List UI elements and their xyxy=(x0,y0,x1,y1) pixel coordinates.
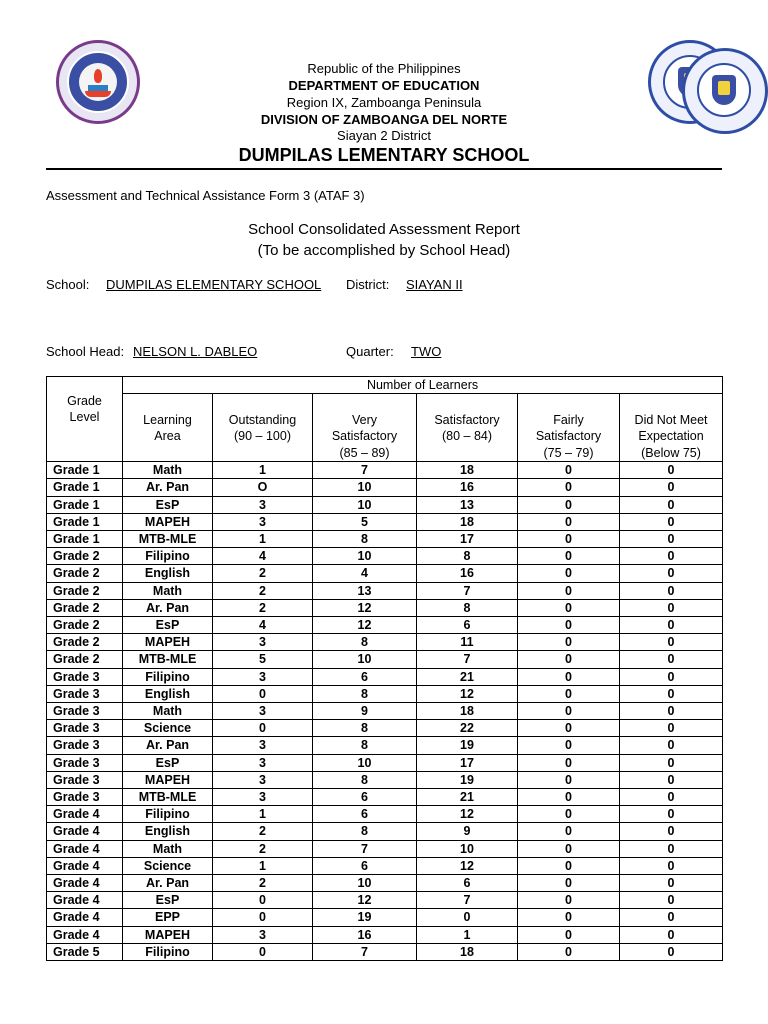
learning-area-cell: Filipino xyxy=(123,806,213,823)
grade-level-cell: Grade 3 xyxy=(47,771,123,788)
fairly-satisfactory-cell: 0 xyxy=(518,685,620,702)
satisfactory-cell: 6 xyxy=(417,875,518,892)
learning-area-cell: Math xyxy=(123,840,213,857)
deped-kagawaran-seal-logo-2 xyxy=(682,48,768,134)
learning-area-cell: Filipino xyxy=(123,668,213,685)
did-not-meet-cell: 0 xyxy=(620,909,723,926)
quarter-label: Quarter: xyxy=(346,344,394,359)
col-learning-area-header: Learning Area xyxy=(123,394,213,462)
satisfactory-cell: 18 xyxy=(417,703,518,720)
satisfactory-cell: 16 xyxy=(417,565,518,582)
fairly-satisfactory-cell: 0 xyxy=(518,823,620,840)
grade-level-cell: Grade 3 xyxy=(47,668,123,685)
fairly-satisfactory-cell: 0 xyxy=(518,634,620,651)
did-not-meet-cell: 0 xyxy=(620,531,723,548)
outstanding-cell: 1 xyxy=(213,462,313,479)
school-label: School: xyxy=(46,277,90,292)
grade-level-cell: Grade 1 xyxy=(47,496,123,513)
outstanding-cell: O xyxy=(213,479,313,496)
very-satisfactory-cell: 7 xyxy=(313,943,417,960)
very-satisfactory-cell: 8 xyxy=(313,720,417,737)
very-satisfactory-cell: 10 xyxy=(313,875,417,892)
table-row xyxy=(47,685,723,702)
table-row xyxy=(47,531,723,548)
table-row xyxy=(47,703,723,720)
satisfactory-cell: 9 xyxy=(417,823,518,840)
very-satisfactory-cell: 10 xyxy=(313,651,417,668)
very-satisfactory-cell: 10 xyxy=(313,754,417,771)
grade-level-cell: Grade 3 xyxy=(47,685,123,702)
did-not-meet-cell: 0 xyxy=(620,943,723,960)
table-row xyxy=(47,789,723,806)
did-not-meet-cell: 0 xyxy=(620,892,723,909)
table-row xyxy=(47,909,723,926)
very-satisfactory-cell: 8 xyxy=(313,737,417,754)
fairly-satisfactory-cell: 0 xyxy=(518,479,620,496)
learning-area-cell: MTB-MLE xyxy=(123,789,213,806)
outstanding-cell: 3 xyxy=(213,754,313,771)
satisfactory-cell: 11 xyxy=(417,634,518,651)
number-of-learners-header: Number of Learners xyxy=(123,377,723,394)
grade-level-cell: Grade 4 xyxy=(47,840,123,857)
did-not-meet-cell: 0 xyxy=(620,754,723,771)
school-name-heading: DUMPILAS LEMENTARY SCHOOL xyxy=(238,145,530,165)
learning-area-cell: EsP xyxy=(123,892,213,909)
table-row xyxy=(47,668,723,685)
grade-level-cell: Grade 2 xyxy=(47,599,123,616)
fairly-satisfactory-cell: 0 xyxy=(518,548,620,565)
did-not-meet-cell: 0 xyxy=(620,720,723,737)
learning-area-cell: Math xyxy=(123,582,213,599)
very-satisfactory-cell: 10 xyxy=(313,479,417,496)
learning-area-cell: Filipino xyxy=(123,943,213,960)
did-not-meet-cell: 0 xyxy=(620,462,723,479)
outstanding-cell: 3 xyxy=(213,789,313,806)
outstanding-cell: 3 xyxy=(213,771,313,788)
table-row xyxy=(47,582,723,599)
outstanding-cell: 0 xyxy=(213,720,313,737)
table-row xyxy=(47,651,723,668)
satisfactory-cell: 7 xyxy=(417,582,518,599)
learning-area-cell: Filipino xyxy=(123,548,213,565)
fairly-satisfactory-cell: 0 xyxy=(518,857,620,874)
did-not-meet-cell: 0 xyxy=(620,548,723,565)
grade-level-cell: Grade 4 xyxy=(47,875,123,892)
satisfactory-cell: 18 xyxy=(417,943,518,960)
very-satisfactory-cell: 6 xyxy=(313,806,417,823)
very-satisfactory-cell: 8 xyxy=(313,685,417,702)
very-satisfactory-cell: 7 xyxy=(313,462,417,479)
fairly-satisfactory-cell: 0 xyxy=(518,617,620,634)
fairly-satisfactory-cell: 0 xyxy=(518,668,620,685)
outstanding-cell: 2 xyxy=(213,823,313,840)
fairly-satisfactory-cell: 0 xyxy=(518,462,620,479)
satisfactory-cell: 1 xyxy=(417,926,518,943)
fairly-satisfactory-cell: 0 xyxy=(518,720,620,737)
grade-level-cell: Grade 2 xyxy=(47,634,123,651)
learning-area-cell: English xyxy=(123,565,213,582)
outstanding-cell: 4 xyxy=(213,617,313,634)
outstanding-cell: 1 xyxy=(213,806,313,823)
fairly-satisfactory-cell: 0 xyxy=(518,840,620,857)
did-not-meet-cell: 0 xyxy=(620,513,723,530)
did-not-meet-cell: 0 xyxy=(620,823,723,840)
fairly-satisfactory-cell: 0 xyxy=(518,909,620,926)
did-not-meet-cell: 0 xyxy=(620,685,723,702)
outstanding-cell: 0 xyxy=(213,892,313,909)
outstanding-cell: 3 xyxy=(213,496,313,513)
outstanding-cell: 3 xyxy=(213,634,313,651)
very-satisfactory-cell: 8 xyxy=(313,531,417,548)
learning-area-cell: EPP xyxy=(123,909,213,926)
fairly-satisfactory-cell: 0 xyxy=(518,703,620,720)
satisfactory-cell: 12 xyxy=(417,685,518,702)
learning-area-cell: Ar. Pan xyxy=(123,599,213,616)
fairly-satisfactory-cell: 0 xyxy=(518,789,620,806)
col-grade-level-header: Grade Level xyxy=(47,377,123,462)
very-satisfactory-cell: 10 xyxy=(313,496,417,513)
grade-level-cell: Grade 3 xyxy=(47,703,123,720)
table-row xyxy=(47,892,723,909)
grade-level-cell: Grade 3 xyxy=(47,737,123,754)
table-row xyxy=(47,479,723,496)
form-title: Assessment and Technical Assistance Form 3 (ATAF 3) xyxy=(46,188,365,203)
grade-level-cell: Grade 1 xyxy=(47,462,123,479)
table-row xyxy=(47,754,723,771)
did-not-meet-cell: 0 xyxy=(620,582,723,599)
fairly-satisfactory-cell: 0 xyxy=(518,806,620,823)
district-label: District: xyxy=(346,277,390,292)
learning-area-cell: MAPEH xyxy=(123,771,213,788)
outstanding-cell: 5 xyxy=(213,651,313,668)
fairly-satisfactory-cell: 0 xyxy=(518,513,620,530)
learning-area-cell: MAPEH xyxy=(123,926,213,943)
table-row xyxy=(47,548,723,565)
grade-level-cell: Grade 2 xyxy=(47,651,123,668)
very-satisfactory-cell: 9 xyxy=(313,703,417,720)
division-line: DIVISION OF ZAMBOANGA DEL NORTE xyxy=(260,112,508,127)
did-not-meet-cell: 0 xyxy=(620,771,723,788)
very-satisfactory-cell: 13 xyxy=(313,582,417,599)
fairly-satisfactory-cell: 0 xyxy=(518,943,620,960)
outstanding-cell: 3 xyxy=(213,737,313,754)
did-not-meet-cell: 0 xyxy=(620,737,723,754)
satisfactory-cell: 21 xyxy=(417,668,518,685)
table-row xyxy=(47,943,723,960)
outstanding-cell: 2 xyxy=(213,565,313,582)
learning-area-cell: EsP xyxy=(123,754,213,771)
grade-level-cell: Grade 3 xyxy=(47,754,123,771)
fairly-satisfactory-cell: 0 xyxy=(518,737,620,754)
quarter-value: TWO xyxy=(411,344,442,359)
fairly-satisfactory-cell: 0 xyxy=(518,754,620,771)
learning-area-cell: Ar. Pan xyxy=(123,479,213,496)
did-not-meet-cell: 0 xyxy=(620,840,723,857)
fairly-satisfactory-cell: 0 xyxy=(518,565,620,582)
department-line: DEPARTMENT OF EDUCATION xyxy=(288,78,480,93)
grade-level-cell: Grade 1 xyxy=(47,513,123,530)
very-satisfactory-cell: 6 xyxy=(313,789,417,806)
satisfactory-cell: 16 xyxy=(417,479,518,496)
outstanding-cell: 2 xyxy=(213,875,313,892)
learning-area-cell: MAPEH xyxy=(123,634,213,651)
outstanding-cell: 2 xyxy=(213,840,313,857)
satisfactory-cell: 13 xyxy=(417,496,518,513)
satisfactory-cell: 7 xyxy=(417,892,518,909)
grade-level-cell: Grade 4 xyxy=(47,857,123,874)
very-satisfactory-cell: 12 xyxy=(313,617,417,634)
col-very-satisfactory-header: Very Satisfactory (85 – 89) xyxy=(313,394,417,462)
col-outstanding-header: Outstanding (90 – 100) xyxy=(213,394,313,462)
grade-level-cell: Grade 3 xyxy=(47,789,123,806)
outstanding-cell: 1 xyxy=(213,857,313,874)
grade-level-cell: Grade 2 xyxy=(47,565,123,582)
fairly-satisfactory-cell: 0 xyxy=(518,599,620,616)
outstanding-cell: 2 xyxy=(213,582,313,599)
did-not-meet-cell: 0 xyxy=(620,668,723,685)
satisfactory-cell: 19 xyxy=(417,771,518,788)
table-row xyxy=(47,823,723,840)
did-not-meet-cell: 0 xyxy=(620,479,723,496)
table-row xyxy=(47,857,723,874)
satisfactory-cell: 6 xyxy=(417,617,518,634)
did-not-meet-cell: 0 xyxy=(620,599,723,616)
fairly-satisfactory-cell: 0 xyxy=(518,875,620,892)
table-row xyxy=(47,806,723,823)
header-divider xyxy=(46,168,722,170)
outstanding-cell: 4 xyxy=(213,548,313,565)
satisfactory-cell: 12 xyxy=(417,857,518,874)
col-satisfactory-header: Satisfactory (80 – 84) xyxy=(417,394,518,462)
table-row xyxy=(47,720,723,737)
did-not-meet-cell: 0 xyxy=(620,651,723,668)
col-fairly-satisfactory-header: Fairly Satisfactory (75 – 79) xyxy=(518,394,620,462)
very-satisfactory-cell: 7 xyxy=(313,840,417,857)
outstanding-cell: 3 xyxy=(213,668,313,685)
outstanding-cell: 3 xyxy=(213,703,313,720)
table-row xyxy=(47,496,723,513)
table-row xyxy=(47,875,723,892)
table-body xyxy=(47,462,723,961)
district-line: Siayan 2 District xyxy=(337,128,431,143)
did-not-meet-cell: 0 xyxy=(620,806,723,823)
satisfactory-cell: 8 xyxy=(417,548,518,565)
fairly-satisfactory-cell: 0 xyxy=(518,582,620,599)
very-satisfactory-cell: 6 xyxy=(313,857,417,874)
very-satisfactory-cell: 6 xyxy=(313,668,417,685)
learning-area-cell: Science xyxy=(123,857,213,874)
did-not-meet-cell: 0 xyxy=(620,496,723,513)
grade-level-cell: Grade 2 xyxy=(47,617,123,634)
very-satisfactory-cell: 8 xyxy=(313,823,417,840)
learning-area-cell: Ar. Pan xyxy=(123,875,213,892)
grade-level-cell: Grade 4 xyxy=(47,823,123,840)
learning-area-cell: EsP xyxy=(123,617,213,634)
satisfactory-cell: 17 xyxy=(417,531,518,548)
report-title: School Consolidated Assessment Report xyxy=(248,221,520,238)
fairly-satisfactory-cell: 0 xyxy=(518,651,620,668)
satisfactory-cell: 12 xyxy=(417,806,518,823)
outstanding-cell: 0 xyxy=(213,943,313,960)
learning-area-cell: Math xyxy=(123,703,213,720)
very-satisfactory-cell: 5 xyxy=(313,513,417,530)
deped-seal-logo xyxy=(56,40,140,124)
learning-area-cell: English xyxy=(123,685,213,702)
satisfactory-cell: 19 xyxy=(417,737,518,754)
fairly-satisfactory-cell: 0 xyxy=(518,892,620,909)
satisfactory-cell: 7 xyxy=(417,651,518,668)
did-not-meet-cell: 0 xyxy=(620,857,723,874)
table-row xyxy=(47,840,723,857)
did-not-meet-cell: 0 xyxy=(620,875,723,892)
school-value: DUMPILAS ELEMENTARY SCHOOL xyxy=(106,277,322,292)
did-not-meet-cell: 0 xyxy=(620,926,723,943)
did-not-meet-cell: 0 xyxy=(620,634,723,651)
outstanding-cell: 1 xyxy=(213,531,313,548)
table-row xyxy=(47,565,723,582)
grade-level-cell: Grade 5 xyxy=(47,943,123,960)
grade-level-cell: Grade 4 xyxy=(47,892,123,909)
table-row xyxy=(47,617,723,634)
district-value: SIAYAN II xyxy=(406,277,463,292)
learning-area-cell: Ar. Pan xyxy=(123,737,213,754)
very-satisfactory-cell: 4 xyxy=(313,565,417,582)
table-row xyxy=(47,926,723,943)
very-satisfactory-cell: 16 xyxy=(313,926,417,943)
fairly-satisfactory-cell: 0 xyxy=(518,531,620,548)
grade-level-cell: Grade 4 xyxy=(47,806,123,823)
grade-level-cell: Grade 1 xyxy=(47,531,123,548)
grade-level-cell: Grade 2 xyxy=(47,582,123,599)
assessment-table xyxy=(46,376,723,961)
very-satisfactory-cell: 8 xyxy=(313,634,417,651)
grade-level-cell: Grade 3 xyxy=(47,720,123,737)
grade-level-cell: Grade 4 xyxy=(47,909,123,926)
report-subtitle: (To be accomplished by School Head) xyxy=(257,242,511,259)
school-head-value: NELSON L. DABLEO xyxy=(133,344,258,359)
grade-level-cell: Grade 4 xyxy=(47,926,123,943)
outstanding-cell: 0 xyxy=(213,909,313,926)
very-satisfactory-cell: 12 xyxy=(313,599,417,616)
learning-area-cell: English xyxy=(123,823,213,840)
did-not-meet-cell: 0 xyxy=(620,789,723,806)
satisfactory-cell: 21 xyxy=(417,789,518,806)
satisfactory-cell: 8 xyxy=(417,599,518,616)
satisfactory-cell: 18 xyxy=(417,513,518,530)
satisfactory-cell: 18 xyxy=(417,462,518,479)
table-row xyxy=(47,462,723,479)
fairly-satisfactory-cell: 0 xyxy=(518,771,620,788)
learning-area-cell: Math xyxy=(123,462,213,479)
table-row xyxy=(47,771,723,788)
outstanding-cell: 3 xyxy=(213,513,313,530)
did-not-meet-cell: 0 xyxy=(620,703,723,720)
satisfactory-cell: 22 xyxy=(417,720,518,737)
very-satisfactory-cell: 10 xyxy=(313,548,417,565)
republic-line: Republic of the Philippines xyxy=(307,61,461,76)
region-line: Region IX, Zamboanga Peninsula xyxy=(286,95,482,110)
very-satisfactory-cell: 8 xyxy=(313,771,417,788)
learning-area-cell: Science xyxy=(123,720,213,737)
learning-area-cell: MTB-MLE xyxy=(123,651,213,668)
outstanding-cell: 0 xyxy=(213,685,313,702)
learning-area-cell: EsP xyxy=(123,496,213,513)
outstanding-cell: 3 xyxy=(213,926,313,943)
very-satisfactory-cell: 12 xyxy=(313,892,417,909)
outstanding-cell: 2 xyxy=(213,599,313,616)
learning-area-cell: MAPEH xyxy=(123,513,213,530)
grade-level-cell: Grade 1 xyxy=(47,479,123,496)
learning-area-cell: MTB-MLE xyxy=(123,531,213,548)
did-not-meet-cell: 0 xyxy=(620,617,723,634)
satisfactory-cell: 0 xyxy=(417,909,518,926)
col-did-not-meet-header: Did Not Meet Expectation (Below 75) xyxy=(620,394,723,462)
table-row xyxy=(47,634,723,651)
table-row xyxy=(47,513,723,530)
table-row xyxy=(47,737,723,754)
school-head-label: School Head: xyxy=(46,344,125,359)
satisfactory-cell: 17 xyxy=(417,754,518,771)
table-row xyxy=(47,599,723,616)
very-satisfactory-cell: 19 xyxy=(313,909,417,926)
fairly-satisfactory-cell: 0 xyxy=(518,496,620,513)
did-not-meet-cell: 0 xyxy=(620,565,723,582)
grade-level-cell: Grade 2 xyxy=(47,548,123,565)
fairly-satisfactory-cell: 0 xyxy=(518,926,620,943)
satisfactory-cell: 10 xyxy=(417,840,518,857)
